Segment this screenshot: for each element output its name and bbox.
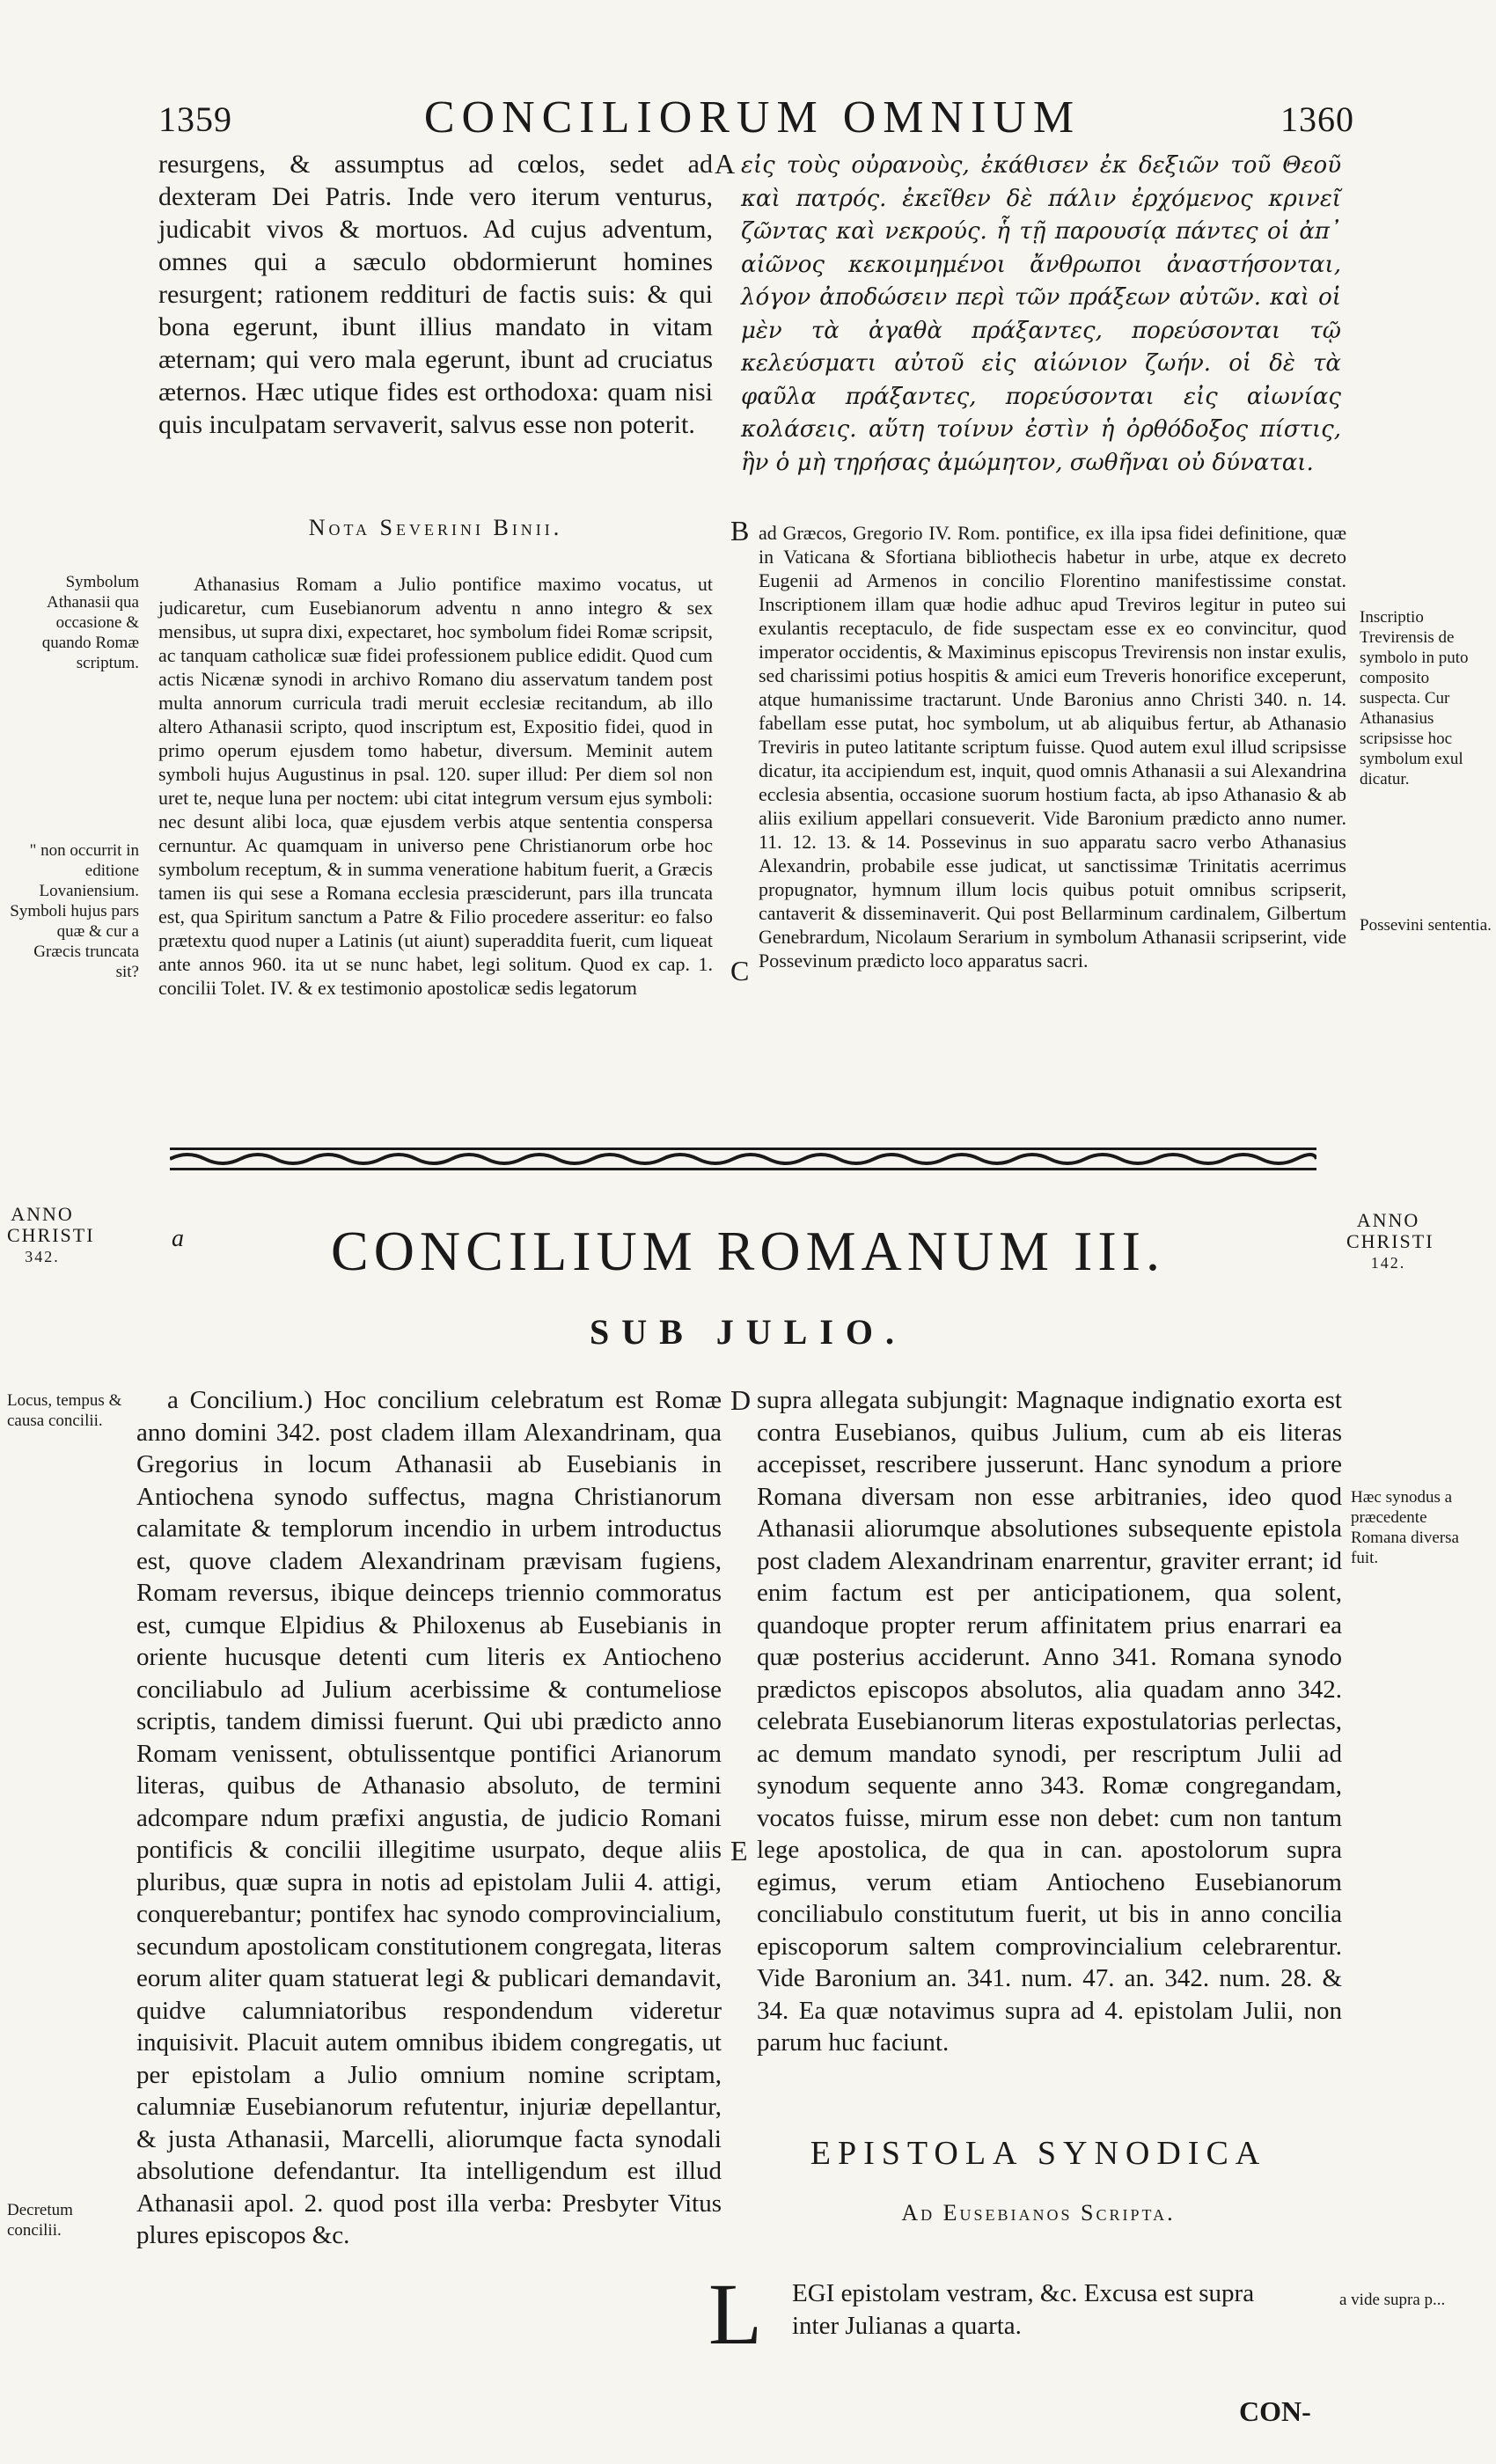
page-number-right: 1360 [1280, 99, 1354, 139]
drop-cap: L [708, 2265, 763, 2363]
ornament-wave [170, 1155, 1316, 1163]
anno-right [1346, 1209, 1434, 1273]
creed-greek-column [741, 150, 1341, 480]
margin-note-symbolum: Symbolum Athanasii qua occasione & quando Romæ scriptum. [41, 573, 139, 672]
body-right-column [757, 1384, 1342, 2059]
margin-letter-d: D [730, 1384, 752, 1416]
anno-left [7, 1203, 95, 1267]
margin-note-lovaniensium: " non occurrit in editione Lovaniensium. Symboli hujus pars quæ & cur a Græcis truncata sit? [10, 841, 139, 981]
anno-left-line1: ANNO [11, 1203, 74, 1225]
margin-letter-e: E [730, 1835, 748, 1866]
sub-title: SUB JULIO. [589, 1312, 907, 1352]
creed-greek-text: εἰς τοὺς οὐρανοὺς, ἐκάθισεν ἐκ δεξιῶν τοῦ Θεοῦ καὶ πατρός. ἐκεῖθεν δὲ πάλιν ἐρχόμενος κρινεῖ ζῶντας καὶ νεκρούς. ἧ τῇ παρουσίᾳ πάντες οἱ ἀπ᾽ αἰῶνος κεκοιμημένοι ἄνθρωποι ἀναστήσονται, λόγον ἀποδώσειν περὶ τῶν πράξεων αὐτῶν. καὶ οἱ μὲν τὰ ἀγαθὰ πράξαντες, πορεύσονται τῷ κελεύσματι αὐτοῦ εἰς αἰώνιον ζωήν. οἱ δὲ τὰ φαῦλα πράξαντες, πορεύσονται εἰς αἰωνίας κολάσεις. αὕτη τοίνυν ἐστὶν ἡ ὀρθόδοξος πίστις, ἣν ὁ μὴ τηρήσας ἀμώμητον, σωθῆναι οὐ δύναται. [741, 152, 1341, 476]
margin-note-locus: Locus, tempus & causa concilii. [7, 1391, 122, 1430]
nota-left-column [158, 572, 713, 1000]
anno-right-line1: ANNO [1356, 1209, 1420, 1231]
ornament-bottom-line [170, 1168, 1316, 1170]
nota-right-column [759, 521, 1346, 972]
epistola-title: EPISTOLA SYNODICA [810, 2135, 1267, 2172]
epistola-text: EGI epistolam vestram, &c. Excusa est supra inter Julianas a quarta. [792, 2279, 1255, 2340]
ornamental-rule [170, 1146, 1316, 1172]
body-right-text: supra allegata subjungit: Magnaque indignatio exorta est contra Eusebianos, quibus Julium, cum ab eis literas accepisset, rescribere jusserunt. Hanc synodum a priore Romana diversam non esse arbitranies, ideo quod Athanasii aliorumque absolutiones subsequente epistola post cladem Alexandrinam enarrentur, graviter errant; id enim factum est per anticipationem, qua solent, quandoque propter rerum affinitatem prius enarrari ea quæ posterius acciderunt. Anno 341. Romana synodo prædictos episcopos absolutos, alia quadam anno 342. celebrata Eusebianorum literas expostulatorias perlectas, ac demum mandato synodi, per rescriptum Julii ad synodum sequente anno 343. Romæ congregandam, vocatos fuisse, mirum esse non debet: cum non tantum lege apostolica, de qua in can. apostolorum supra egimus, verum etiam Antiocheno Eusebianorum conciliabulo constitutum fuerit, ut bis in anno concilia episcoporum saltem comprovincialium celebrarentur. Vide Baronium an. 341. num. 47. an. 342. num. 28. & 34. Ea quæ notavimus supra ad 4. epistolam Julii, non parum huc faciunt. [757, 1386, 1342, 2057]
margin-note-decretum: Decretum concilii. [7, 2201, 73, 2240]
title-footnote-marker: a [172, 1225, 184, 1252]
creed-latin-column [158, 148, 713, 441]
margin-note-possevini: Possevini sententia. [1360, 916, 1492, 935]
margin-note-haec-synodus: Hæc synodus a præcedente Romana diversa fuit. [1351, 1488, 1459, 1567]
margin-letter-a: A [715, 148, 736, 180]
margin-letter-b: B [730, 515, 750, 546]
ornament-top-line [170, 1148, 1316, 1150]
anno-right-line2: CHRISTI [1346, 1230, 1434, 1252]
anno-left-line2: CHRISTI [7, 1224, 95, 1246]
page-number-left: 1359 [158, 99, 232, 139]
body-left-column [136, 1384, 722, 2252]
anno-right-line3: 142. [1370, 1254, 1406, 1272]
catchword: CON- [1239, 2395, 1311, 2427]
running-title: CONCILIORUM OMNIUM [423, 92, 1082, 143]
creed-latin-text: resurgens, & assumptus ad cœlos, sedet ad dexteram Dei Patris. Inde vero iterum venturus, judicabit vivos & mortuos. Ad cujus adventum, omnes qui a sæculo obdormierunt homines resurgent; rationem reddituri de factis suis: & qui bona egerunt, ibunt illius mandato in vitam æternam; qui vero mala egerunt, ibunt ad cruciatus æternos. Hæc utique fides est orthodoxa: quam nisi quis inculpatam servaverit, salvus esse non poterit. [158, 150, 713, 439]
margin-letter-c: C [730, 955, 750, 986]
main-title: CONCILIUM ROMANUM III. [331, 1220, 1165, 1282]
epistola-subtitle: Ad Eusebianos Scripta. [901, 2200, 1176, 2226]
anno-left-line3: 342. [25, 1248, 60, 1265]
nota-right-text: ad Græcos, Gregorio IV. Rom. pontifice, ex illa ipsa fidei definitione, quæ in Vaticana & Sfortiana bibliothecis habetur in urbe, atque ex decreto Eugenii ad Armenos in concilio Florentino manifestissime constat. Inscriptionem illam quæ hodie adhuc apud Treviros legitur in puteo sui exulantis receptaculo, de fide suspectam esse ex eo convincitur, quod imperator occidentis, & Maximinus episcopus Trevirensis non instar exulis, sed charissimi potius hospitis & amici eum Treveris honorifice exceperunt, atque humanissime tractarunt. Unde Baronius anno Christi 340. n. 14. fabellam esse putat, hoc symbolum, ut ab aliquibus fertur, ab Athanasio Treviris in puteo latitante scriptum fuisse. Quod autem exul illud scripsisse dicatur, ita accipiendum est, inquit, quod omnis Athanasii a sui Alexandrina ecclesia absentia, occasione suorum hostium facta, ab ipso Athanasio & ab aliis exilium appellari consueverit. Vide Baronium prædicto anno numer. 11. 12. 13. & 14. Possevinus in suo apparatu sacro verbo Athanasius Alexandrin, probabile esse judicat, ut sanctissimæ Trinitatis acerrimus propugnator, hymnum illum locis quibus potuit omnibus scripserit, cantaverit & disseminaverit. Qui post Bellarminum cardinalem, Gilbertum Genebrardum, Nicolaum Serarium in symbolum Athanasii scripserint, vide Possevinum prædicto loco apparatus sacri. [759, 522, 1346, 972]
nota-heading: Nota Severini Binii. [308, 515, 563, 540]
body-left-text: a Concilium.) Hoc concilium celebratum est Romæ anno domini 342. post cladem illam Alexandrinam, qua Gregorius in locum Athanasii ab Eusebianis in Antiochena synodo suffectus, magna Christianorum calamitate & templorum incendio in urbem introductus est, quove cladem Alexandrinam prævisam fugiens, Romam reversus, ibique deinceps triennio commoratus est, cumque Elpidius & Philoxenus ab Eusebianis in oriente hucusque detenti cum literis ex Antiocheno conciliabulo ad Julium acerbissime & contumeliose scriptis, tandem dimissi fuerunt. Qui ubi prædicto anno Romam venissent, obtulissentque pontifici Arianorum literas, quibus de Athanasio absoluto, de termini adcompare ndum præfixi angustia, de judicio Romani pontificis & concilii illegitime usurpato, deque aliis pluribus, quæ supra in notis ad epistolam Julii 4. attigi, conquerebantur; pontifex hac synodo comprovincialium, secundum apostolicam constitutionem congregata, literas eorum aliter quam statuerat legi & publicari demandavit, quidve calumniatoribus respondendum videretur inquisivit. Placuit autem omnibus ibidem congregatis, ut per epistolam a Julio omnium nomine scriptam, calumniæ Eusebianorum refutentur, injuriæ depellantur, & justa Athanasii, Marcelli, aliorumque facta synodali absolutione defendantur. Ita intelligendum est illud Athanasii apol. 2. quod post illa verba: Presbyter Vitus plures episcopos &c. [136, 1386, 722, 2249]
nota-left-text: Athanasius Romam a Julio pontifice maximo vocatus, ut judicaretur, cum Eusebianorum adventu n anno integro & sex mensibus, ut supra dixi, expectaret, hoc symbolum fidei Romæ scripsit, ac tanquam catholicæ suæ fidei professionem publice edidit. Quod cum actis Nicænæ synodi in archivo Romano diu asservatum tandem post multa annorum curricula tradi meruit ecclesiæ recitandum, ab illo altero Athanasii scripto, quod inscriptum est, Expositio fidei, quod in primo operum ejusdem tomo habetur, diversum. Meminit autem symboli hujus Augustinus in psal. 120. super illud: Per diem sol non uret te, neque luna per noctem: ubi citat integrum versum ejus symboli: nec desunt alibi loca, quæ ejusdem verbis atque sententia conspersa cernuntur. Ac quamquam in universo pene Christianorum orbe hoc symbolum receptum, & in summa veneratione habitum fuerit, a Græcis tamen iis qui sese a Romana ecclesia præsciderunt, pars illa truncata est, qua Spiritum sanctum a Patre & Filio procedere asseritur: eo falso prætextu quod nuper a Latinis (ut aiunt) superaddita fuerit, cum liqueat ante annos 960. ita ut se nunc habet, legi solitum. Quod ex cap. 1. concilii Tolet. IV. & ex testimonio apostolicæ sedis legatorum [158, 573, 713, 999]
margin-note-vide-supra: a vide supra p... [1339, 2291, 1446, 2309]
margin-note-inscriptio: Inscriptio Trevirensis de symbolo in puto composito suspecta. Cur Athanasius scripsisse hoc symbolum exul dicatur. [1360, 608, 1469, 788]
